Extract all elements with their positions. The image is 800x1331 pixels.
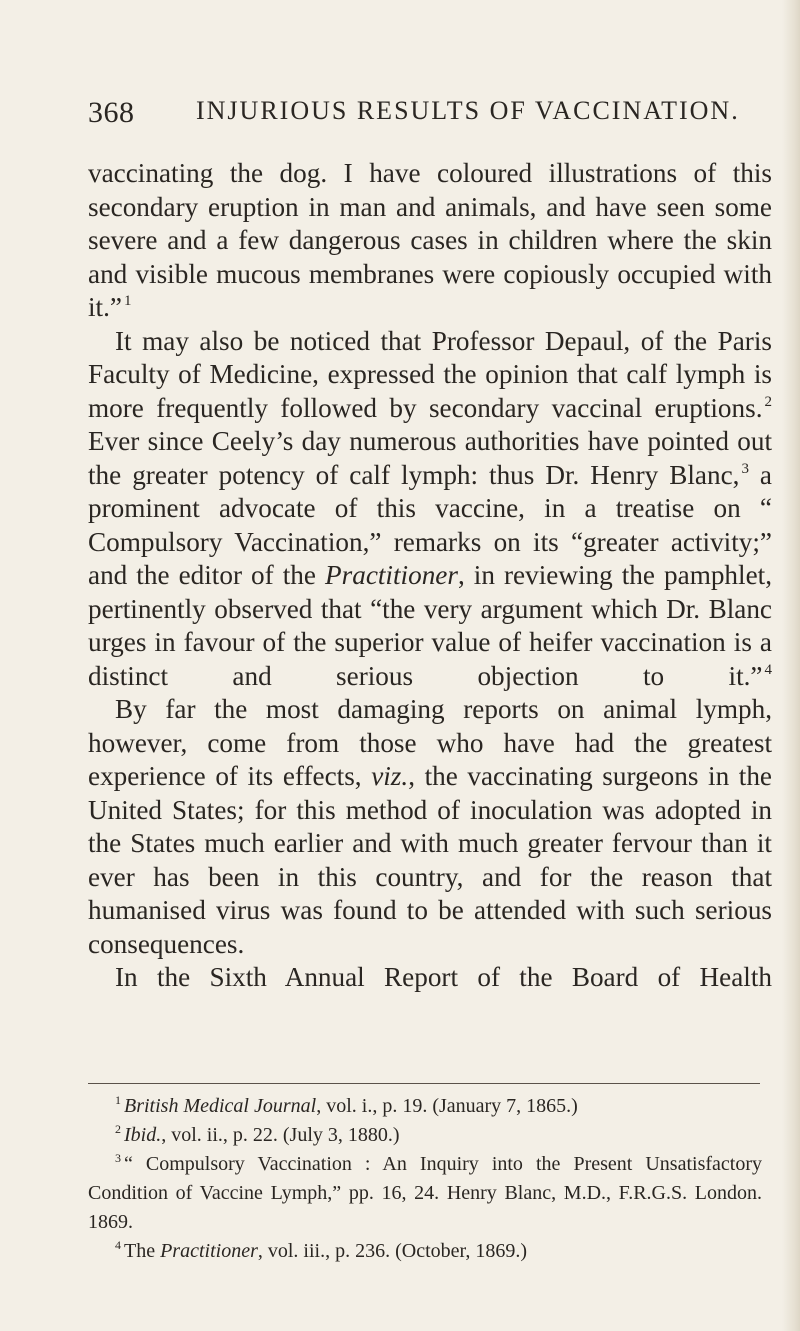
body-text	[88, 157, 772, 995]
page-header	[88, 96, 760, 136]
footnote-2-number: 2	[115, 1122, 121, 1136]
footnote-1-number: 1	[115, 1093, 121, 1107]
viz-abbrev: viz.	[371, 761, 409, 791]
paragraph-2	[88, 325, 772, 694]
footnote-rule	[88, 1083, 760, 1084]
footnote-3-text: “ Compulsory Vaccination : An Inquiry into the Present Unsatisfactory Condition of Vaccine Lymph,” pp. 16, 24. Henry Blanc, M.D., F.R.G.S. London. 1869.	[88, 1153, 762, 1233]
footnote-4-prefix: The	[124, 1240, 161, 1262]
paragraph-3-text-a: By far the most damaging reports on animal lymph, however, come from those who have had the greatest experience of its effects,	[88, 694, 772, 791]
footnote-2-text: , vol. ii., p. 22. (July 3, 1880.)	[161, 1124, 400, 1146]
footnote-4-number: 4	[115, 1238, 121, 1252]
footnote-2	[88, 1121, 762, 1150]
footnote-2-source: Ibid.	[124, 1124, 162, 1146]
footnote-1-source: British Medical Journal	[124, 1095, 317, 1117]
paragraph-2-text-b: Ever since Ceely’s day numerous authorities have pointed out the greater potency of calf lymph: thus Dr. Henry Blanc,	[88, 426, 772, 490]
paragraph-3	[88, 693, 772, 961]
footnote-1	[88, 1092, 762, 1121]
footnote-ref-4: 4	[764, 661, 772, 678]
page-number: 368	[88, 96, 135, 129]
paragraph-2-text-c: a prominent advocate of this vaccine, in a treatise on “ Compulsory Vaccination,” remarks on its “greater activity;” and the editor of the	[88, 459, 772, 590]
footnote-ref-2: 2	[764, 393, 772, 410]
paragraph-4	[88, 961, 772, 995]
footnote-4	[88, 1237, 762, 1266]
footnote-4-text: , vol. iii., p. 236. (October, 1869.)	[257, 1240, 528, 1262]
paragraph-1	[88, 157, 772, 325]
footnote-4-source: Practitioner	[160, 1240, 258, 1262]
footnotes	[88, 1092, 762, 1266]
paragraph-4-text: In the Sixth Annual Report of the Board of Health	[115, 962, 772, 992]
paragraph-3-text-b: , the vaccinating surgeons in the United States; for this method of inoculation was adopted in the States much earlier and with much greater fervour than it ever has been in this country, and for the reason that humanised virus was found to be attended with such serious consequences.	[88, 761, 772, 959]
footnote-3-number: 3	[115, 1151, 121, 1165]
paragraph-1-text: vaccinating the dog. I have coloured illustrations of this secondary eruption in man and animals, and have seen some severe and a few dangerous cases in children where the skin and visible mucous membranes were copiously occupied with it.”	[88, 158, 772, 322]
running-title: INJURIOUS RESULTS OF VACCINATION.	[196, 96, 740, 125]
page-edge-shadow	[782, 0, 800, 1331]
footnote-ref-3: 3	[741, 460, 749, 477]
paragraph-2-text-d: , in reviewing the pamphlet, pertinently observed that “the very argument which Dr. Blanc urges in favour of the superior value of heifer vaccination is a distinct and serious objection to it.”	[88, 560, 772, 691]
footnote-ref-1: 1	[123, 293, 132, 309]
practitioner-title: Practitioner	[325, 560, 458, 590]
footnote-3	[88, 1150, 762, 1237]
paragraph-2-text-a: It may also be noticed that Professor Depaul, of the Paris Faculty of Medicine, expressed the opinion that calf lymph is more frequently followed by secondary vaccinal eruptions.	[88, 325, 772, 423]
footnote-1-text: , vol. i., p. 19. (January 7, 1865.)	[316, 1095, 578, 1117]
